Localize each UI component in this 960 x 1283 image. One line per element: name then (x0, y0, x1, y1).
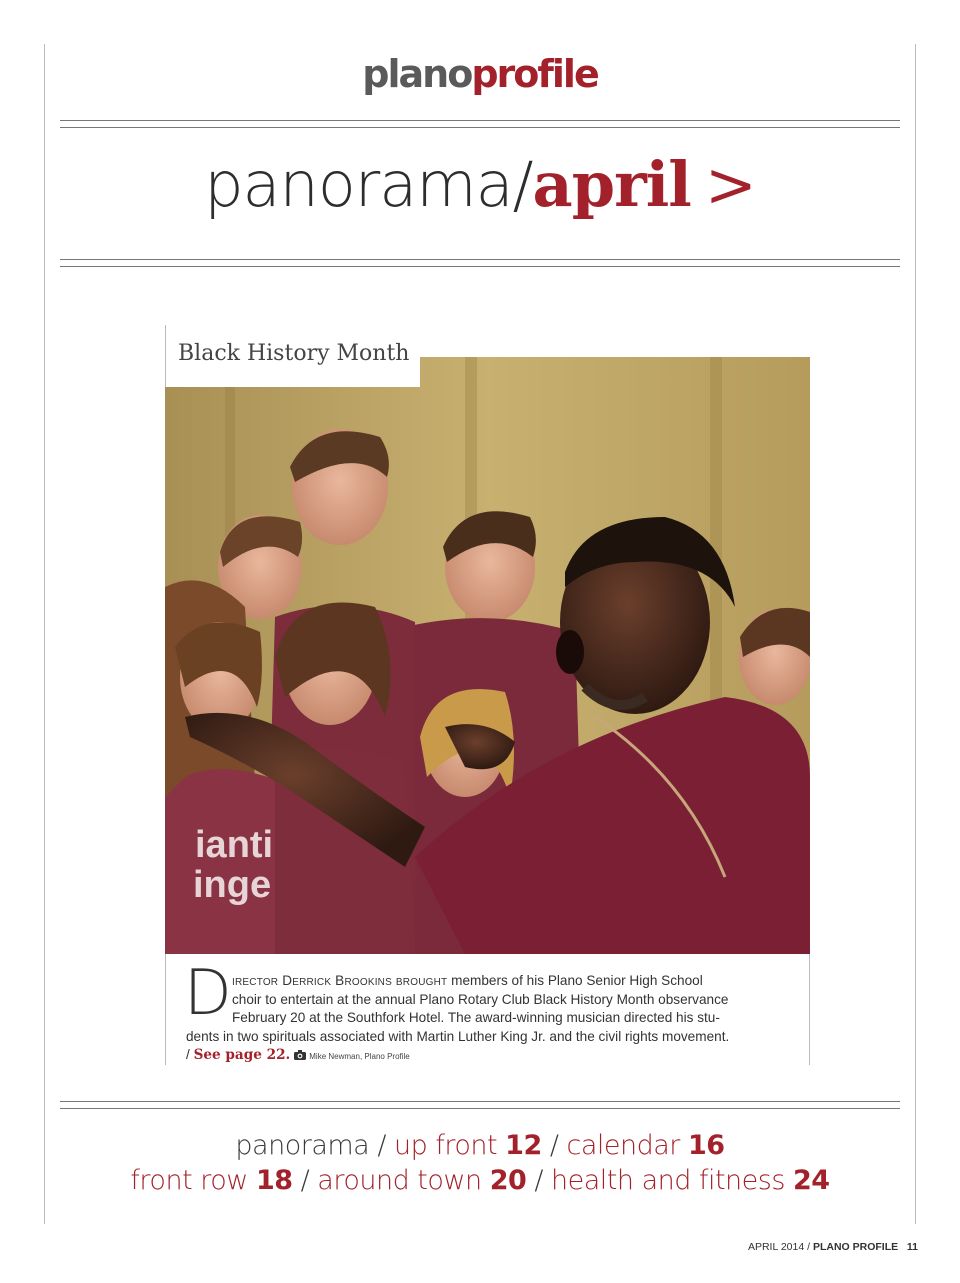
toc-item[interactable]: 16 (687, 1130, 725, 1161)
caption-line-4: dents in two spirituals associated with Martin Luther King Jr. and the civil rights movement. (186, 1029, 730, 1044)
see-page-link[interactable]: See page 22. (193, 1047, 291, 1063)
toc-item[interactable]: 24 (793, 1165, 830, 1196)
toc-item[interactable]: 18 (255, 1165, 293, 1196)
section-word: panorama/ (204, 148, 533, 221)
toc-line-2 (0, 1165, 960, 1196)
masthead-logo (0, 52, 960, 96)
masthead-profile: profile (471, 52, 598, 96)
toc-line-1 (0, 1130, 960, 1161)
feature-photo-block (165, 325, 810, 1065)
toc-item[interactable]: around town (317, 1165, 490, 1196)
choir-photo (165, 357, 810, 954)
choir-photo-illustration (165, 357, 810, 954)
caption-line-1 (232, 972, 794, 991)
caption-line-1-rest: members of his Plano Senior High School (447, 973, 703, 988)
left-margin-line (44, 44, 45, 1224)
toc-separator[interactable]: panorama (235, 1130, 370, 1161)
toc-separator: / (369, 1130, 394, 1161)
footer-magazine: PLANO PROFILE (812, 1241, 899, 1253)
masthead-plano: plano (362, 52, 472, 96)
toc-item[interactable]: 12 (505, 1130, 542, 1161)
camera-icon (294, 1047, 306, 1066)
toc-item[interactable]: 20 (489, 1165, 527, 1196)
toc-separator: / (541, 1130, 567, 1161)
photo-caption (165, 954, 810, 1065)
feature-label (165, 325, 420, 387)
footer-issue: APRIL 2014 / (747, 1241, 813, 1253)
caption-slash: / (186, 1047, 194, 1062)
next-arrow[interactable]: > (704, 148, 756, 221)
toc-item[interactable]: up front (394, 1130, 506, 1161)
bottom-divider (60, 1101, 900, 1109)
caption-lead: irector Derrick Brookins brought (232, 973, 448, 988)
feature-label-text: Black History Month (178, 341, 410, 366)
toc-item[interactable]: calendar (566, 1130, 688, 1161)
caption-line-5 (186, 1046, 794, 1067)
svg-text:ianti: ianti (195, 824, 274, 866)
section-divider (60, 259, 900, 267)
section-month: april (532, 148, 691, 221)
toc-item[interactable]: health and fitness (551, 1165, 793, 1196)
caption-line-3: February 20 at the Southfork Hotel. The award-winning musician directed his stu- (232, 1010, 720, 1025)
right-margin-line (915, 44, 916, 1224)
toc-item[interactable]: front row (130, 1165, 256, 1196)
page-footer (748, 1241, 918, 1253)
svg-text:inge: inge (193, 864, 272, 906)
caption-line-2: choir to entertain at the annual Plano Rotary Club Black History Month observance (232, 992, 729, 1007)
caption-dropcap: D (184, 956, 232, 1029)
toc-separator: / (292, 1165, 318, 1196)
toc-separator: / (526, 1165, 552, 1196)
photo-credit: Mike Newman, Plano Profile (309, 1052, 410, 1061)
top-divider (60, 120, 900, 128)
section-title (0, 148, 960, 221)
page-number: 11 (906, 1241, 918, 1253)
